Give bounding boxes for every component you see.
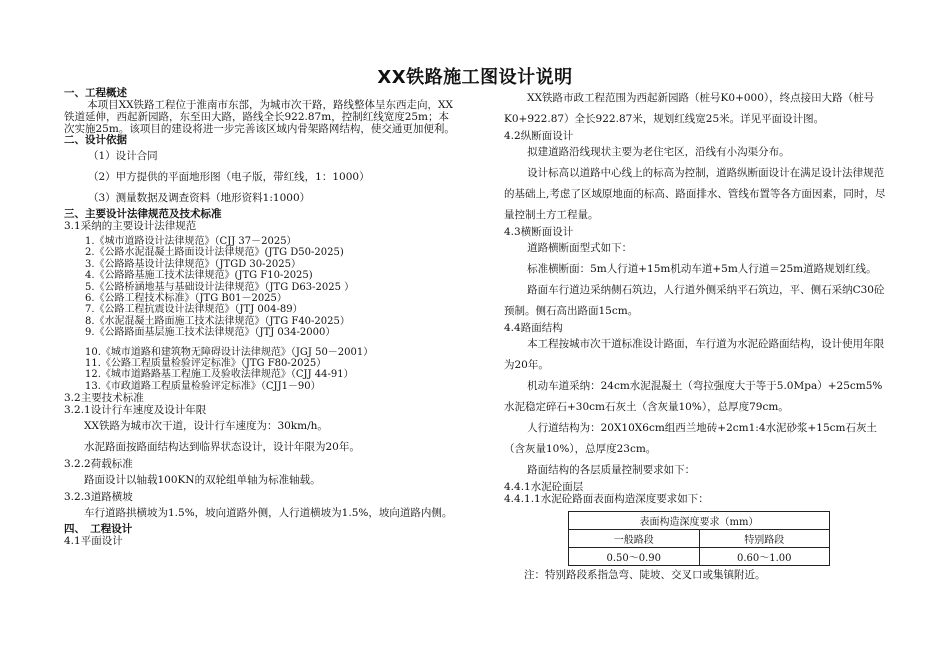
cross-section-paragraph-3: 路面车行道边采纳侧石筑边，人行道外侧采纳平石筑边，平、侧石采纳C30砼预制。侧石高出路面15cm。	[504, 284, 885, 317]
table-col-normal: 一般路段	[569, 530, 700, 548]
standard-item: 11.《公路工程质量检验评定标准》（JTG F80-2025）	[85, 358, 327, 370]
left-column	[64, 88, 459, 547]
pavement-paragraph-2: 机动车道采纳：24cm水泥混凝土（弯拉强度大于等于5.0Mpa）+25cm5%水泥稳定碎石+30cm石灰土（含灰量10%），总厚度79cm。	[504, 380, 883, 413]
pavement-subheading: 4.4路面结构	[504, 322, 563, 334]
standard-item: 9.《公路路面基层施工技术法律规范》（JTJ 034-2000）	[85, 327, 336, 339]
cross-section-paragraph-1: 道路横断面型式如下：	[527, 242, 633, 254]
basis-item-2: （2）甲方提供的平面地形图（电子版，带红线，1：1000）	[88, 171, 370, 183]
profile-paragraph-2: 设计标高以道路中心线上的标高为控制，道路纵断面设计在满足设计法律规范的基础上,考虑了区域原地面的标高、路面排水、管线布置等各方面因素，同时，尽量控制土方工程量。	[504, 167, 886, 221]
standard-item: 12.《城市道路路基工程施工及验收法律规范》（CJJ 44-91）	[85, 369, 354, 381]
standard-item: 2.《公路水泥混凝土路面设计法律规范》(JTG D50-2025)	[85, 247, 344, 259]
standard-item: 10.《城市道路和建筑物无障碍设计法律规范》（JGJ 50－2001）	[85, 346, 374, 358]
standard-item: 7.《公路工程抗震设计法律规范》（JTJ 004-89）	[85, 304, 303, 316]
section-standards-heading: 三、主要设计法律规范及技术标准	[64, 208, 222, 220]
overview-paragraph: 本项目XX铁路工程位于淮南市东部，为城市次干路，路线整体呈东西走向，XX铁道延伸，西起新园路，东至田大路，路线全长922.87m，控制红线宽度25m；本次实施25m。该项目的建设将进一步完善该区域内骨架路网结构，使交通更加便利。	[64, 99, 455, 135]
surface-depth-table	[568, 511, 830, 566]
pavement-paragraph-4: 路面结构的各层质量控制要求如下：	[527, 464, 696, 476]
profile-subheading: 4.2纵断面设计	[504, 130, 574, 142]
table-col-special: 特别路段	[699, 530, 830, 548]
load-text: 路面设计以轴载100KN的双轮组单轴为标准轴载。	[84, 474, 321, 487]
cross-section-subheading: 4.3横断面设计	[504, 226, 574, 238]
design-life-text: 水泥路面按路面结构达到临界状态设计，设计年限为20年。	[84, 441, 360, 454]
plan-paragraph: XX铁路市政工程范围为西起新园路（桩号K0+000），终点接田大路（桩号K0+922.87）全长922.87米，规划红线宽25米。详见平面设计图。	[504, 92, 875, 125]
concrete-layer-subheading: 4.4.1水泥砼面层	[504, 481, 584, 493]
section-overview-heading: 一、工程概述	[64, 87, 127, 99]
standard-item: 6.《公路工程技术标准》（JTG B01－2025）	[85, 293, 287, 305]
standard-item: 3.《公路路基设计法律规范》（JTGD 30-2025）	[85, 258, 301, 270]
standards-subheading: 3.1采纳的主要设计法律规范	[64, 220, 197, 232]
tech-standards-subheading: 3.2主要技术标准	[64, 392, 144, 405]
table-value-special: 0.60～1.00	[699, 548, 830, 566]
standard-item: 5.《公路桥涵地基与基础设计法律规范》（JTG D63-2025 ）	[85, 281, 355, 293]
table-header: 表面构造深度要求（mm）	[569, 512, 830, 530]
standard-item: 8.《水泥混凝土路面施工技术法律规范》（JTG F40-2025）	[85, 315, 350, 327]
section-design-heading: 四、 工程设计	[64, 523, 133, 536]
surface-depth-subheading: 4.4.1.1水泥砼路面表面构造深度要求如下：	[504, 493, 709, 505]
page-title: XX铁路施工图设计说明	[377, 67, 573, 88]
slope-text: 车行道路拱横坡为1.5%，坡向道路外侧，人行道横坡为1.5%，坡向道路内侧。	[84, 507, 453, 520]
load-subheading: 3.2.2荷载标准	[64, 458, 133, 471]
section-basis-heading: 二、设计依据	[64, 134, 127, 146]
right-column	[504, 88, 889, 582]
pavement-paragraph-1: 本工程按城市次干道标准设计路面，车行道为水泥砼路面结构，设计使用年限为20年。	[504, 338, 885, 371]
speed-subheading: 3.2.1设计行车速度及设计年限	[64, 404, 207, 417]
profile-paragraph-1: 拟建道路沿线现状主要为老住宅区，沿线有小沟渠分布。	[527, 146, 790, 158]
table-value-normal: 0.50～0.90	[569, 548, 700, 566]
standard-item: 1.《城市道路设计法律规范》（CJJ 37－2025）	[85, 236, 297, 247]
basis-item-3: （3）测量数据及调查资料（地形资料1:1000）	[88, 192, 311, 204]
speed-text: XX铁路为城市次干道，设计行车速度为：30km/h。	[84, 420, 328, 433]
cross-section-paragraph-2: 标准横断面：5m人行道+15m机动车道+5m人行道＝25m道路规划红线。	[527, 263, 877, 275]
pavement-paragraph-3: 人行道结构为：20X10X6cm组西兰地砖+2cm1:4水泥砂浆+15cm石灰土（含灰量10%），总厚度23cm。	[504, 422, 877, 455]
table-note: 注：特别路段系指急弯、陡坡、交叉口或集镇附近。	[524, 569, 766, 581]
standard-item: 13.《市政道路工程质量检验评定标准》（CJJ1－90）	[85, 380, 321, 392]
basis-item-1: （1）设计合同	[88, 150, 158, 162]
slope-subheading: 3.2.3道路横坡	[64, 491, 133, 504]
standard-item: 4.《公路路基施工技术法律规范》(JTG F10-2025)	[85, 270, 313, 282]
plan-design-subheading: 4.1平面设计	[64, 535, 123, 548]
